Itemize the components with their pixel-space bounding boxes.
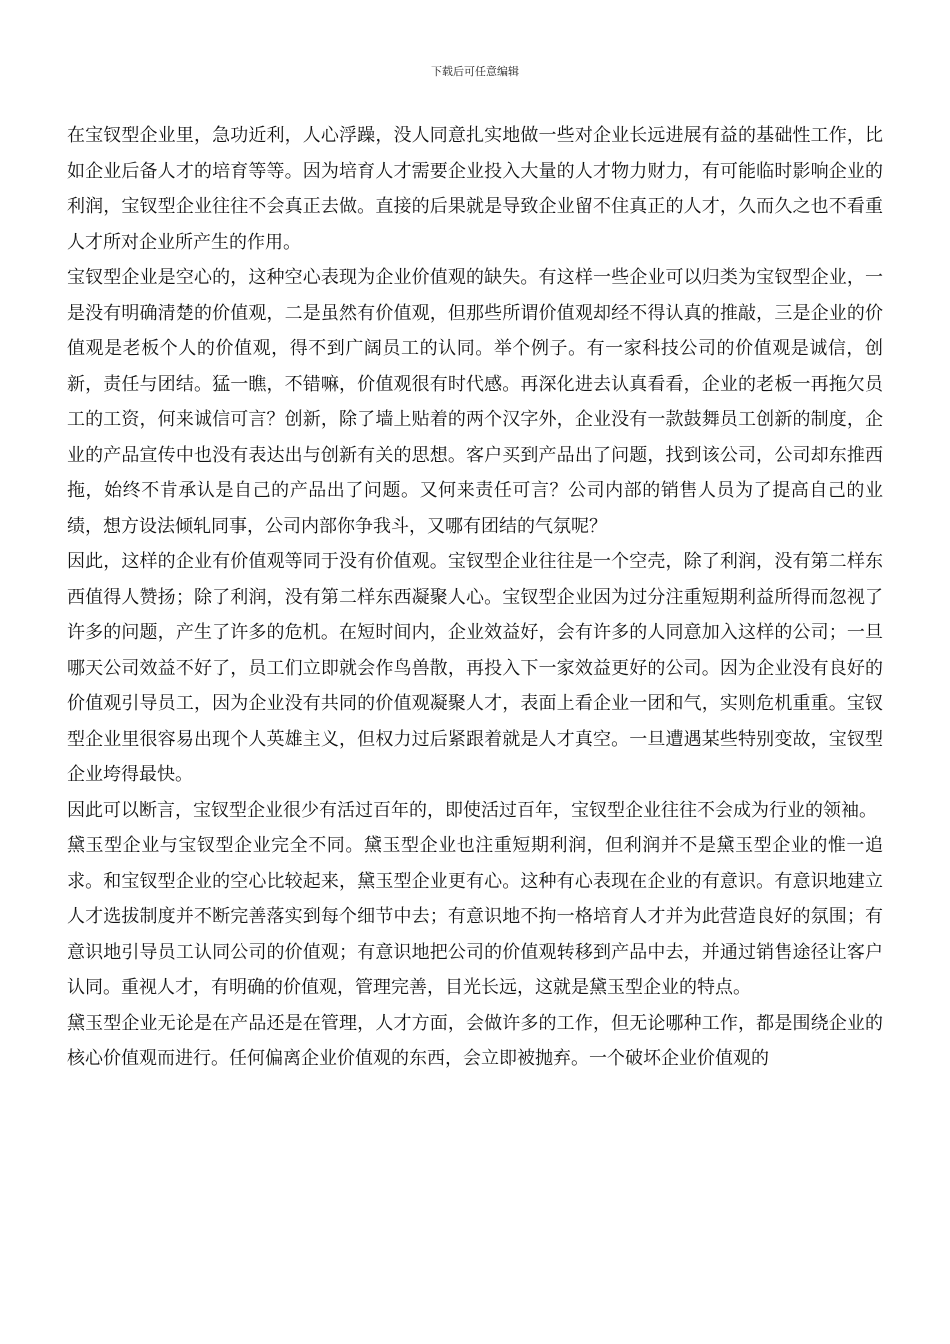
- document-body: [67, 118, 883, 1077]
- paragraph-5: 黛玉型企业与宝钗型企业完全不同。黛玉型企业也注重短期利润，但利润并不是黛玉型企业的惟一追求。和宝钗型企业的空心比较起来，黛玉型企业更有心。这种有心表现在企业的有意识。有意识地建立人才选拔制度并不断完善落实到每个细节中去；有意识地不拘一格培育人才并为此营造良好的氛围；有意识地引导员工认同公司的价值观；有意识地把公司的价值观转移到产品中去，并通过销售途径让客户认同。重视人才，有明确的价值观，管理完善，目光长远，这就是黛玉型企业的特点。: [67, 835, 883, 998]
- paragraph-2: 宝钗型企业是空心的，这种空心表现为企业价值观的缺失。有这样一些企业可以归类为宝钗型企业，一是没有明确清楚的价值观，二是虽然有价值观，但那些所谓价值观却经不得认真的推敲，三是企业的价值观是老板个人的价值观，得不到广阔员工的认同。举个例子。有一家科技公司的价值观是诚信，创新，责任与团结。猛一瞧，不错嘛，价值观很有时代感。再深化进去认真看看，企业的老板一再拖欠员工的工资，何来诚信可言？创新，除了墙上贴着的两个汉字外，企业没有一款鼓舞员工创新的制度，企业的产品宣传中也没有表达出与创新有关的思想。客户买到产品出了问题，找到该公司，公司却东推西拖，始终不肯承认是自己的产品出了问题。又何来责任可言？公司内部的销售人员为了提高自己的业绩，想方设法倾轧同事，公司内部你争我斗，又哪有团结的气氛呢？: [67, 267, 883, 537]
- paragraph-1: 在宝钗型企业里，急功近利，人心浮躁，没人同意扎实地做一些对企业长远进展有益的基础性工作，比如企业后备人才的培育等等。因为培育人才需要企业投入大量的人才物力财力，有可能临时影响企业的利润，宝钗型企业往往不会真正去做。直接的后果就是导致企业留不住真正的人才，久而久之也不看重人才所对企业所产生的作用。: [67, 125, 883, 253]
- paragraph-3: 因此，这样的企业有价值观等同于没有价值观。宝钗型企业往往是一个空壳，除了利润，没有第二样东西值得人赞扬；除了利润，没有第二样东西凝聚人心。宝钗型企业因为过分注重短期利益所得而忽视了许多的问题，产生了许多的危机。在短时间内，企业效益好，会有许多的人同意加入这样的公司；一旦哪天公司效益不好了，员工们立即就会作鸟兽散，再投入下一家效益更好的公司。因为企业没有良好的价值观引导员工，因为企业没有共同的价值观凝聚人才，表面上看企业一团和气，实则危机重重。宝钗型企业里很容易出现个人英雄主义，但权力过后紧跟着就是人才真空。一旦遭遇某些特别变故，宝钗型企业垮得最快。: [67, 551, 883, 785]
- page-header: 下载后可任意编辑: [431, 65, 519, 78]
- paragraph-6: 黛玉型企业无论是在产品还是在管理，人才方面，会做许多的工作，但无论哪种工作，都是围绕企业的核心价值观而进行。任何偏离企业价值观的东西，会立即被抛弃。一个破坏企业价值观的: [67, 1012, 883, 1069]
- paragraph-4: 因此可以断言，宝钗型企业很少有活过百年的，即使活过百年，宝钗型企业往往不会成为行业的领袖。: [67, 799, 877, 821]
